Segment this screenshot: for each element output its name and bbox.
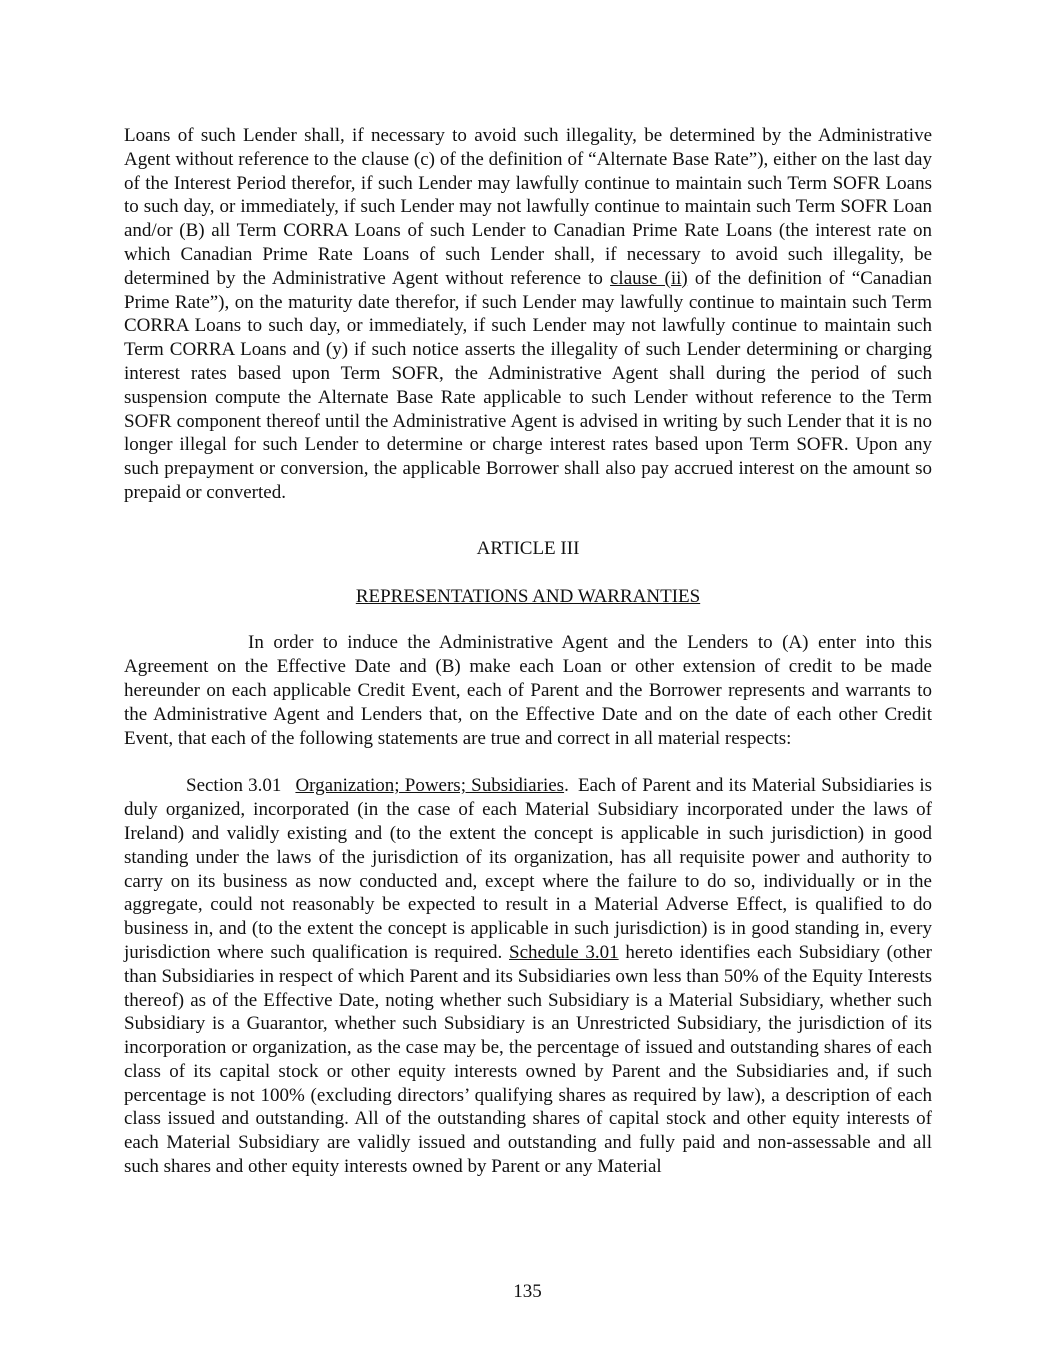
article-number: ARTICLE III bbox=[476, 537, 580, 559]
section-number: Section 3.01 bbox=[186, 775, 282, 797]
spacer bbox=[124, 750, 932, 774]
continued-paragraph bbox=[124, 124, 932, 505]
page-body bbox=[124, 124, 932, 1179]
intro-paragraph bbox=[124, 631, 932, 750]
spacer bbox=[124, 608, 932, 631]
page-number: 135 bbox=[513, 1281, 542, 1302]
article-title bbox=[124, 585, 932, 609]
continued-paragraph-tail: of the definition of “Canadian Prime Rate”), on the maturity date therefor, if such Lender may lawfully continue to maintain such Term CORRA Loans to such day, or immediately, if such Lender may not lawfully continue to maintain such Term CORRA Loans and (y) if such notice asserts the illegality of such Lender determining or charging interest rates based upon Term SOFR, the Administrative Agent shall during the period of such suspension compute the Alternate Base Rate applicable to such Lender without reference to the Term SOFR component thereof until the Administrative Agent is advised in writing by such Lender that it is no longer illegal for such Lender to determine or charge interest rates based upon Term SOFR. Upon any such prepayment or conversion, the applicable Borrower shall also pay accrued interest on the amount so prepaid or converted. bbox=[124, 267, 932, 503]
schedule-reference: Schedule 3.01 bbox=[509, 941, 619, 963]
article-title-text: REPRESENTATIONS AND WARRANTIES bbox=[355, 585, 701, 607]
spacer bbox=[124, 505, 932, 537]
clause-ii-reference: clause (ii) bbox=[610, 267, 688, 289]
section-3-01 bbox=[124, 774, 932, 1179]
intro-paragraph-text: In order to induce the Administrative Agent and the Lenders to (A) enter into this Agreement on the Effective Date and (B) make each Loan or other extension of credit to be made hereunder on each applicable Credit Event, each of Parent and the Borrower represents and warrants to the Administrative Agent and Lenders that, on the Effective Date and on the date of each other Credit Event, that each of the following statements are true and correct in all material respects: bbox=[124, 632, 932, 749]
section-body-part2: hereto identifies each Subsidiary (other than Subsidiaries in respect of which Parent and its Subsidiaries own less than 50% of the Equity Interests thereof) as of the Effective Date, noting whether such Subsidiary is a Material Subsidiary, whether such Subsidiary is a Guarantor, whether such Subsidiary is an Unrestricted Subsidiary, the jurisdiction of its incorporation or organization, as the case may be, the percentage of issued and outstanding shares of each class of its capital stock or other equity interests owned by Parent and the Subsidiaries and, if such percentage is not 100% (excluding directors’ qualifying shares as required by law), a description of each class issued and outstanding. All of the outstanding shares of capital stock and other equity interests of each Material Subsidiary are validly issued and outstanding and fully paid and non-assessable and all such shares and other equity interests owned by Parent or any Material bbox=[124, 941, 932, 1178]
continued-paragraph-text: Loans of such Lender shall, if necessary to avoid such illegality, be determined by the Administrative Agent without reference to the clause (c) of the definition of “Alternate Base Rate”), either on the last day of the Interest Period therefor, if such Lender may lawfully continue to maintain such Term SOFR Loans to such day, or immediately, if such Lender may not lawfully continue to maintain such Term SOFR Loan and/or (B) all Term CORRA Loans of such Lender to Canadian Prime Rate Loans (the interest rate on which Canadian Prime Rate Loans of such Lender shall, if necessary to avoid such illegality, be determined by the Administrative Agent without reference to bbox=[124, 125, 932, 289]
section-heading: Organization; Powers; Subsidiaries bbox=[295, 775, 565, 797]
spacer bbox=[124, 561, 932, 585]
section-heading-period: . bbox=[564, 775, 569, 797]
section-body-part1: Each of Parent and its Material Subsidiaries is duly organized, incorporated (in the case of each Material Subsidiary incorporated under the laws of Ireland) and validly existing and (to the extent the concept is applicable in such jurisdiction) in good standing under the laws of the jurisdiction of its organization, has all requisite power and authority to carry on its business as now conducted and, except where the failure to do so, individually or in the aggregate, could not reasonably be expected to result in a Material Adverse Effect, is qualified to do business in, and (to the extent the concept is applicable in such jurisdiction) is in good standing in, every jurisdiction where such qualification is required. bbox=[124, 775, 933, 963]
